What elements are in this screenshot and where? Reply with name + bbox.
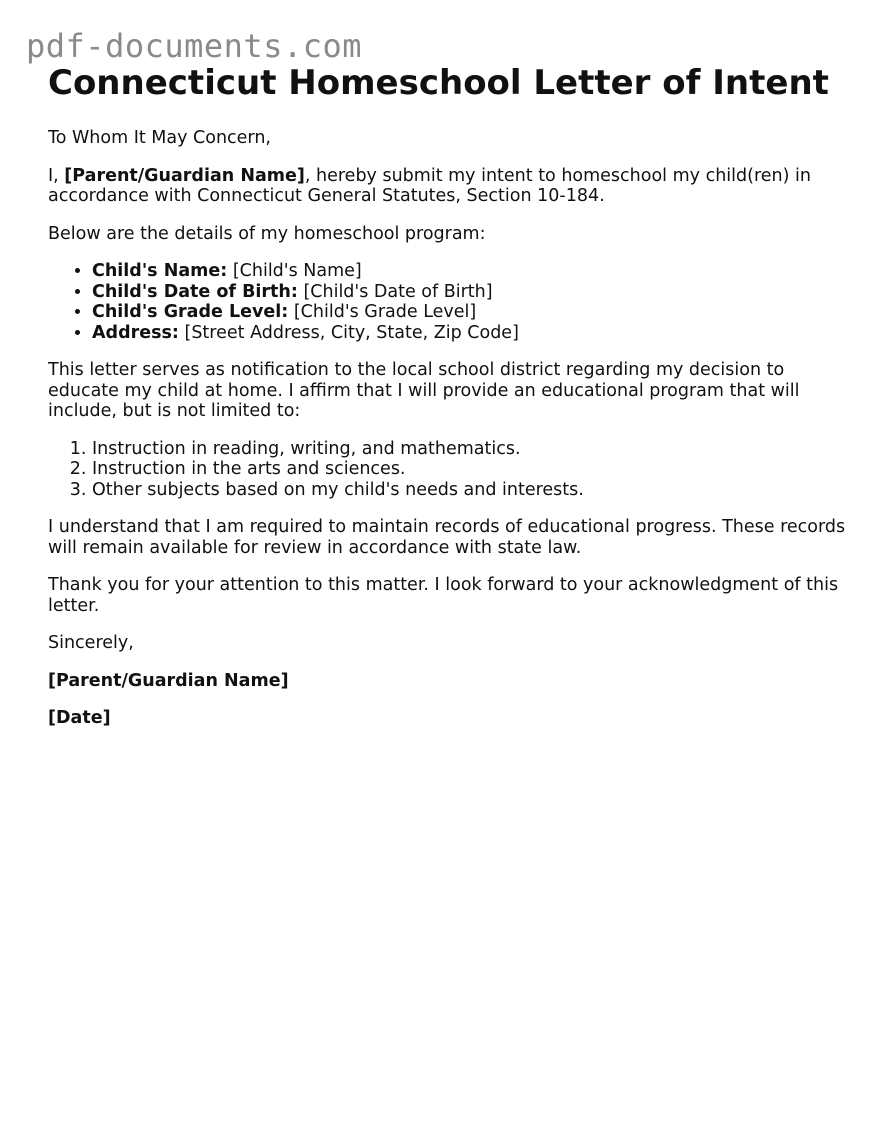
list-item (92, 323, 848, 344)
list-item: 3. Other subjects based on my child's needs and interests. (92, 480, 848, 501)
details-list (48, 261, 848, 343)
watermark-text: pdf-documents.com (26, 27, 363, 65)
program-list (48, 439, 848, 501)
list-item: 1. Instruction in reading, writing, and mathematics. (92, 439, 848, 460)
detail-value: [Street Address, City, State, Zip Code] (178, 322, 519, 343)
detail-label: Address: (92, 322, 179, 343)
detail-value: [Child's Date of Birth] (297, 281, 493, 302)
signature-name-text: [Parent/Guardian Name] (48, 670, 289, 691)
intro-name-placeholder: [Parent/Guardian Name] (64, 165, 305, 186)
page-title: Connecticut Homeschool Letter of Intent (48, 63, 829, 103)
signature-date-text: [Date] (48, 708, 111, 728)
intro-paragraph (48, 166, 848, 207)
thanks-paragraph: Thank you for your attention to this matter. I look forward to your acknowledgment of this letter. (48, 575, 839, 616)
detail-value: [Child's Name] (227, 261, 362, 281)
letter-document (48, 62, 848, 746)
salutation: To Whom It May Concern, (48, 128, 271, 148)
detail-label: Child's Date of Birth: (92, 281, 298, 302)
list-item: 2. Instruction in the arts and sciences. (92, 459, 848, 480)
signature-date (48, 708, 848, 729)
list-item (92, 302, 848, 323)
intro-suffix: , hereby submit my intent to homeschool my child(ren) in accordance with Connecticut General Statutes, Section 10-184. (48, 165, 811, 206)
list-item (92, 261, 848, 282)
records-paragraph: I understand that I am required to maintain records of educational progress. These records will remain available for review in accordance with state law. (48, 517, 846, 558)
details-intro: Below are the details of my homeschool program: (48, 223, 486, 244)
detail-value: [Child's Grade Level] (288, 302, 477, 322)
detail-label: Child's Name: (92, 261, 228, 281)
list-item (92, 282, 848, 303)
notification-paragraph: This letter serves as notification to the local school district regarding my decision to educate my child at home. I affirm that I will provide an educational program that will include, but is not limited to: (48, 360, 800, 421)
closing: Sincerely, (48, 633, 134, 653)
detail-label: Child's Grade Level: (92, 302, 289, 322)
intro-prefix: I, (48, 165, 65, 186)
signature-name (48, 671, 848, 692)
